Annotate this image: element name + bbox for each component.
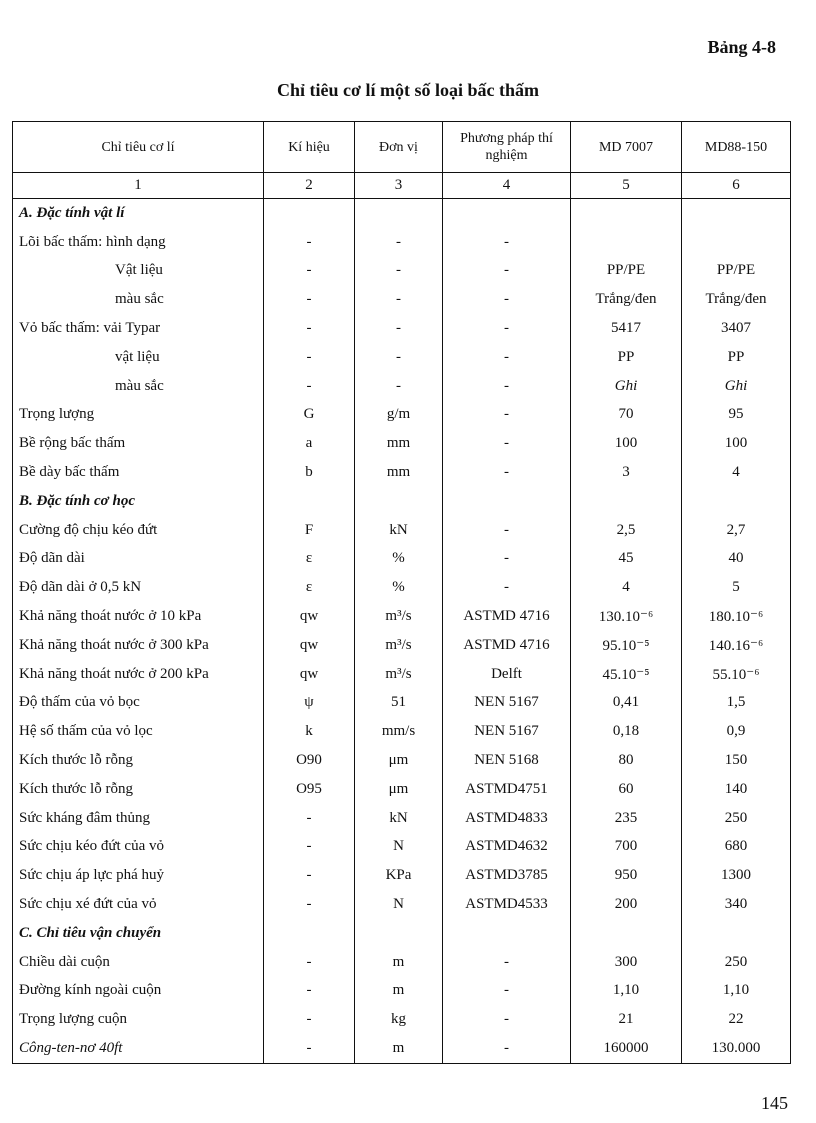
table-row	[13, 660, 791, 689]
symbol-cell: O90	[264, 746, 355, 775]
md88-150-value: 1,5	[682, 689, 791, 718]
md7007-value: 5417	[571, 314, 682, 343]
property-cell: vật liệu	[13, 343, 264, 372]
md88-150-value: 22	[682, 1005, 791, 1034]
column-number: 1	[13, 173, 264, 199]
property-cell: Trọng lượng cuộn	[13, 1005, 264, 1034]
symbol-cell: -	[264, 861, 355, 890]
table-row	[13, 631, 791, 660]
md7007-value: 950	[571, 861, 682, 890]
table-row	[13, 1005, 791, 1034]
column-number: 6	[682, 173, 791, 199]
method-cell: -	[443, 228, 571, 257]
unit-cell: μm	[355, 775, 443, 804]
md7007-value: 2,5	[571, 516, 682, 545]
unit-cell: kN	[355, 804, 443, 833]
property-cell: Vỏ bấc thấm: vải Typar	[13, 314, 264, 343]
property-cell: Trọng lượng	[13, 401, 264, 430]
empty-cell	[264, 919, 355, 948]
unit-cell: -	[355, 314, 443, 343]
symbol-cell: -	[264, 228, 355, 257]
md7007-value: 1,10	[571, 977, 682, 1006]
table-row	[13, 717, 791, 746]
property-cell: Cường độ chịu kéo đứt	[13, 516, 264, 545]
header-symbol: Kí hiệu	[264, 122, 355, 173]
md7007-value: 60	[571, 775, 682, 804]
md88-150-value: 3407	[682, 314, 791, 343]
property-cell: màu sắc	[13, 372, 264, 401]
method-cell: ASTMD4751	[443, 775, 571, 804]
property-cell: Khả năng thoát nước ở 200 kPa	[13, 660, 264, 689]
md88-150-value: 1300	[682, 861, 791, 890]
empty-cell	[264, 487, 355, 516]
table-row	[13, 285, 791, 314]
md88-150-value: 40	[682, 545, 791, 574]
property-cell: Sức chịu xé đứt của vỏ	[13, 890, 264, 919]
unit-cell: mm	[355, 429, 443, 458]
property-cell: Bề rộng bấc thấm	[13, 429, 264, 458]
header-test-method: Phương pháp thí nghiệm	[443, 122, 571, 173]
table-row	[13, 314, 791, 343]
empty-cell	[355, 487, 443, 516]
empty-cell	[443, 919, 571, 948]
md88-150-value: 2,7	[682, 516, 791, 545]
method-cell: NEN 5168	[443, 746, 571, 775]
md7007-value: 45.10⁻⁵	[571, 660, 682, 689]
table-row	[13, 343, 791, 372]
method-cell: -	[443, 458, 571, 487]
md88-150-value: 5	[682, 573, 791, 602]
empty-cell	[682, 919, 791, 948]
symbol-cell: O95	[264, 775, 355, 804]
table-row	[13, 948, 791, 977]
table-row	[13, 977, 791, 1006]
unit-cell: %	[355, 573, 443, 602]
header-md7007: MD 7007	[571, 122, 682, 173]
md88-150-value: 250	[682, 804, 791, 833]
md7007-value: 100	[571, 429, 682, 458]
md7007-value: Trắng/đen	[571, 285, 682, 314]
table-row	[13, 689, 791, 718]
method-cell: -	[443, 372, 571, 401]
symbol-cell: -	[264, 314, 355, 343]
property-cell: Độ dãn dài ở 0,5 kN	[13, 573, 264, 602]
table-row	[13, 1034, 791, 1063]
column-number: 5	[571, 173, 682, 199]
unit-cell: -	[355, 228, 443, 257]
md7007-value: 0,18	[571, 717, 682, 746]
property-cell: Độ dãn dài	[13, 545, 264, 574]
empty-cell	[571, 919, 682, 948]
md7007-value: 700	[571, 833, 682, 862]
symbol-cell: a	[264, 429, 355, 458]
md7007-value: 70	[571, 401, 682, 430]
symbol-cell: -	[264, 977, 355, 1006]
md88-150-value: 140.16⁻⁶	[682, 631, 791, 660]
section-row	[13, 919, 791, 948]
symbol-cell: -	[264, 948, 355, 977]
symbol-cell: G	[264, 401, 355, 430]
md88-150-value: PP	[682, 343, 791, 372]
unit-cell: m	[355, 977, 443, 1006]
md88-150-value: PP/PE	[682, 257, 791, 286]
md88-150-value: 95	[682, 401, 791, 430]
table-row	[13, 401, 791, 430]
property-cell: Lõi bấc thấm: hình dạng	[13, 228, 264, 257]
empty-cell	[443, 487, 571, 516]
md7007-value: 200	[571, 890, 682, 919]
column-number: 2	[264, 173, 355, 199]
method-cell: -	[443, 977, 571, 1006]
empty-cell	[571, 199, 682, 228]
symbol-cell: -	[264, 833, 355, 862]
method-cell: -	[443, 516, 571, 545]
md88-150-value	[682, 228, 791, 257]
method-cell: ASTMD3785	[443, 861, 571, 890]
md88-150-value: 1,10	[682, 977, 791, 1006]
symbol-cell: qw	[264, 602, 355, 631]
property-cell: màu sắc	[13, 285, 264, 314]
md88-150-value: 140	[682, 775, 791, 804]
column-number: 3	[355, 173, 443, 199]
empty-cell	[571, 487, 682, 516]
unit-cell: m³/s	[355, 631, 443, 660]
table-row	[13, 429, 791, 458]
unit-cell: -	[355, 257, 443, 286]
method-cell: ASTMD 4716	[443, 631, 571, 660]
section-heading: A. Đặc tính vật lí	[13, 199, 264, 228]
section-row	[13, 199, 791, 228]
md7007-value	[571, 228, 682, 257]
table-row	[13, 545, 791, 574]
md88-150-value: 250	[682, 948, 791, 977]
method-cell: -	[443, 257, 571, 286]
table-row	[13, 602, 791, 631]
md88-150-value: 55.10⁻⁶	[682, 660, 791, 689]
property-cell: Công-ten-nơ 40ft	[13, 1034, 264, 1063]
method-cell: -	[443, 429, 571, 458]
property-cell: Đường kính ngoài cuộn	[13, 977, 264, 1006]
table-row	[13, 746, 791, 775]
md88-150-value: Trắng/đen	[682, 285, 791, 314]
md7007-value: 130.10⁻⁶	[571, 602, 682, 631]
empty-cell	[682, 487, 791, 516]
table-row	[13, 804, 791, 833]
unit-cell: m³/s	[355, 660, 443, 689]
method-cell: Delft	[443, 660, 571, 689]
unit-cell: mm	[355, 458, 443, 487]
symbol-cell: qw	[264, 631, 355, 660]
md7007-value: 300	[571, 948, 682, 977]
method-cell: -	[443, 573, 571, 602]
property-cell: Sức chịu kéo đứt của vỏ	[13, 833, 264, 862]
table-row	[13, 228, 791, 257]
md88-150-value: 150	[682, 746, 791, 775]
property-cell: Vật liệu	[13, 257, 264, 286]
md88-150-value: 0,9	[682, 717, 791, 746]
method-cell: ASTMD4833	[443, 804, 571, 833]
symbol-cell: -	[264, 1005, 355, 1034]
header-property: Chỉ tiêu cơ lí	[13, 122, 264, 173]
table-row	[13, 458, 791, 487]
table-title: Chỉ tiêu cơ lí một số loại bấc thấm	[277, 80, 539, 100]
symbol-cell: -	[264, 1034, 355, 1063]
unit-cell: kN	[355, 516, 443, 545]
method-cell: ASTMD 4716	[443, 602, 571, 631]
md88-150-value: 130.000	[682, 1034, 791, 1063]
symbol-cell: -	[264, 804, 355, 833]
header-md88-150: MD88-150	[682, 122, 791, 173]
column-number-row	[13, 173, 791, 199]
md7007-value: Ghi	[571, 372, 682, 401]
symbol-cell: -	[264, 890, 355, 919]
table-row	[13, 257, 791, 286]
unit-cell: mm/s	[355, 717, 443, 746]
property-cell: Kích thước lỗ rỗng	[13, 746, 264, 775]
empty-cell	[264, 199, 355, 228]
property-cell: Chiều dài cuộn	[13, 948, 264, 977]
property-cell: Khả năng thoát nước ở 300 kPa	[13, 631, 264, 660]
method-cell: -	[443, 1005, 571, 1034]
md7007-value: 0,41	[571, 689, 682, 718]
md88-150-value: 180.10⁻⁶	[682, 602, 791, 631]
unit-cell: 51	[355, 689, 443, 718]
md7007-value: 95.10⁻⁵	[571, 631, 682, 660]
section-heading: C. Chỉ tiêu vận chuyển	[13, 919, 264, 948]
table-label: Bảng 4-8	[707, 37, 776, 57]
table-header-row	[13, 122, 791, 173]
symbol-cell: ε	[264, 573, 355, 602]
property-cell: Hệ số thấm của vỏ lọc	[13, 717, 264, 746]
unit-cell: KPa	[355, 861, 443, 890]
unit-cell: m³/s	[355, 602, 443, 631]
unit-cell: m	[355, 948, 443, 977]
symbol-cell: ε	[264, 545, 355, 574]
method-cell: -	[443, 314, 571, 343]
method-cell: -	[443, 948, 571, 977]
symbol-cell: -	[264, 372, 355, 401]
properties-table	[12, 121, 791, 1064]
md7007-value: 21	[571, 1005, 682, 1034]
md7007-value: 3	[571, 458, 682, 487]
table-row	[13, 775, 791, 804]
md7007-value: 160000	[571, 1034, 682, 1063]
symbol-cell: qw	[264, 660, 355, 689]
unit-cell: μm	[355, 746, 443, 775]
unit-cell: kg	[355, 1005, 443, 1034]
page-number: 145	[761, 1093, 788, 1113]
symbol-cell: -	[264, 343, 355, 372]
method-cell: ASTMD4533	[443, 890, 571, 919]
unit-cell: %	[355, 545, 443, 574]
empty-cell	[355, 199, 443, 228]
section-row	[13, 487, 791, 516]
method-cell: -	[443, 545, 571, 574]
property-cell: Sức chịu áp lực phá huỷ	[13, 861, 264, 890]
symbol-cell: F	[264, 516, 355, 545]
md7007-value: 4	[571, 573, 682, 602]
method-cell: -	[443, 285, 571, 314]
property-cell: Khả năng thoát nước ở 10 kPa	[13, 602, 264, 631]
md88-150-value: Ghi	[682, 372, 791, 401]
unit-cell: g/m	[355, 401, 443, 430]
md7007-value: PP/PE	[571, 257, 682, 286]
property-cell: Kích thước lỗ rỗng	[13, 775, 264, 804]
md88-150-value: 680	[682, 833, 791, 862]
header-unit: Đơn vị	[355, 122, 443, 173]
column-number: 4	[443, 173, 571, 199]
symbol-cell: ψ	[264, 689, 355, 718]
method-cell: NEN 5167	[443, 689, 571, 718]
property-cell: Bề dày bấc thấm	[13, 458, 264, 487]
method-cell: ASTMD4632	[443, 833, 571, 862]
properties-table-wrapper	[12, 121, 790, 1064]
md7007-value: PP	[571, 343, 682, 372]
table-row	[13, 372, 791, 401]
empty-cell	[443, 199, 571, 228]
md88-150-value: 340	[682, 890, 791, 919]
symbol-cell: b	[264, 458, 355, 487]
table-row	[13, 861, 791, 890]
method-cell: -	[443, 401, 571, 430]
md7007-value: 235	[571, 804, 682, 833]
md88-150-value: 4	[682, 458, 791, 487]
unit-cell: N	[355, 833, 443, 862]
table-row	[13, 833, 791, 862]
method-cell: NEN 5167	[443, 717, 571, 746]
method-cell: -	[443, 1034, 571, 1063]
unit-cell: N	[355, 890, 443, 919]
unit-cell: -	[355, 285, 443, 314]
table-row	[13, 516, 791, 545]
unit-cell: m	[355, 1034, 443, 1063]
symbol-cell: k	[264, 717, 355, 746]
method-cell: -	[443, 343, 571, 372]
property-cell: Sức kháng đâm thủng	[13, 804, 264, 833]
property-cell: Độ thấm của vỏ bọc	[13, 689, 264, 718]
unit-cell: -	[355, 343, 443, 372]
md7007-value: 80	[571, 746, 682, 775]
symbol-cell: -	[264, 285, 355, 314]
unit-cell: -	[355, 372, 443, 401]
table-row	[13, 573, 791, 602]
md7007-value: 45	[571, 545, 682, 574]
empty-cell	[682, 199, 791, 228]
symbol-cell: -	[264, 257, 355, 286]
md88-150-value: 100	[682, 429, 791, 458]
table-row	[13, 890, 791, 919]
section-heading: B. Đặc tính cơ học	[13, 487, 264, 516]
empty-cell	[355, 919, 443, 948]
